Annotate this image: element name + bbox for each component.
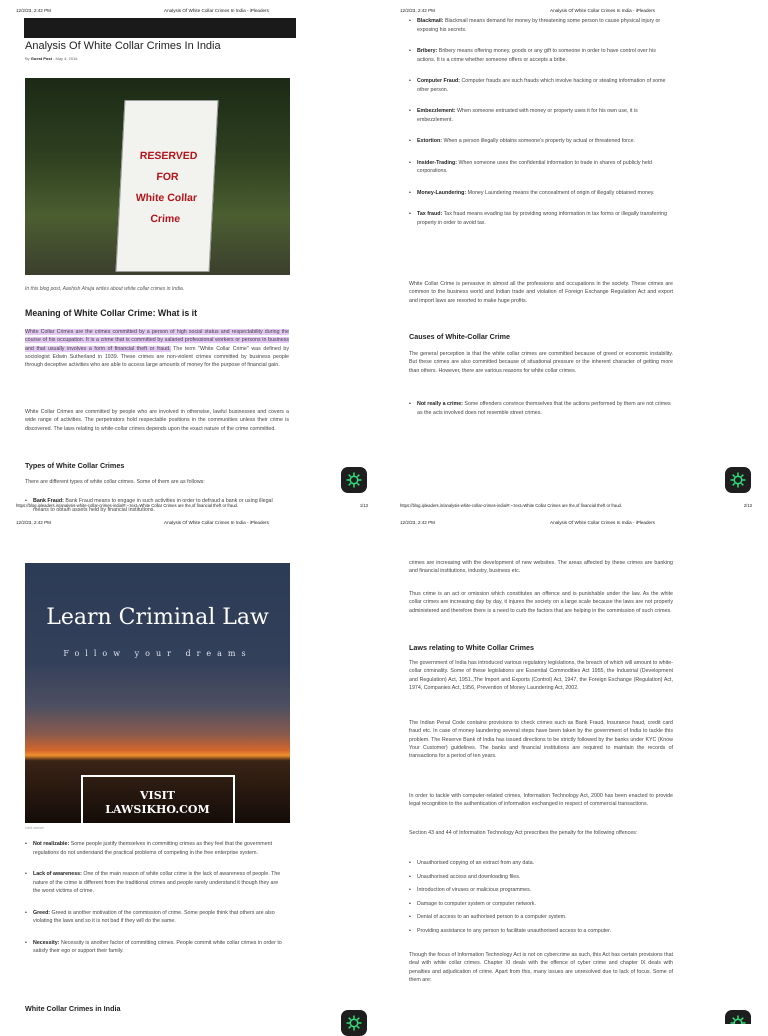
banner-subtitle: Follow your dreams: [63, 649, 252, 658]
paragraph-laws-3: In order to tackle with computer-related crimes, Information Technology Act, 2000 has been enacted to provide legal recognition to the authentication of information exchanged in respect of commercial transactions.: [409, 793, 673, 808]
paragraph-laws-2: The Indian Penal Code contains provisions to check crimes such as Bank Fraud, Insurance fraud, credit card fraud etc. In case of money laundering several steps have been taken by the government of India to tackle this problem. The Reserve Bank of India has issued directions to be strictly followed by the banks under KYC (Know Your Customer) guidelines. The banks and financial institutions are required to maintain the records of transactions for a period of ten years.: [409, 720, 673, 760]
paragraph-committed: White Collar Crimes are committed by people who are involved in otherwise, lawful businesses and covers a wide range of activities. The perpetrators hold respectable positions in the communities unless their crime is discovered. The laws relating to white-collar crimes depends upon the exact nature of the crime committed.: [25, 409, 289, 432]
banner-title: Learn Criminal Law: [46, 605, 269, 630]
list-item: • Unauthorised access and downloading files.: [409, 873, 673, 882]
bullet-list-types: [409, 17, 673, 227]
heading-types: Types of White Collar Crimes: [25, 461, 125, 470]
page-footer: [400, 503, 752, 508]
paragraph-thus: Thus crime is an act or omission which constitutes an offence and is punishable under the law. As the white collar crimes are increasing day by day, it injures the society on a large scale because the laws are not properly administered and therefore there is a need to curb the factors that are helping in the commission of such crimes.: [409, 591, 673, 614]
list-item: • Money-Laundering: Money Laundering means the concealment of origin of illegally obtained money.: [409, 189, 673, 198]
author-link[interactable]: Guest Post: [30, 56, 52, 61]
paragraph-increasing: crimes are increasing with the development of new websites. The areas affected by these crimes are banking and financial institutions, industry, business etc.: [409, 560, 673, 575]
list-item: • Introduction of viruses or malicious programmes.: [409, 886, 673, 895]
list-item: • Necessity: Necessity is another factor of committing crimes. People commit white collar crimes in order to satisfy their ego or support their family.: [25, 939, 283, 956]
list-item: • Providing assistance to any person to facilitate unauthorised access to a computer.: [409, 927, 673, 936]
sign-line: White Collar: [135, 192, 198, 204]
list-item: • Extortion: When a person illegally obtains someone's property by actual or threatened force.: [409, 137, 673, 146]
byline: [25, 56, 78, 61]
list-item: • Blackmail: Blackmail means demand for money by threatening some person to cause physical injury or exposing his secrets.: [409, 17, 673, 34]
paragraph-pervasive: White Collar Crime is pervasive in almost all the professions and occupations in the society. These crimes are common to the business world and Indian trade and violation of Foreign Exchange Regulation Act and export and import laws are resorted to make huge profits.: [409, 281, 673, 304]
print-date: 12/2/23, 2:42 PM: [16, 8, 51, 13]
page-number: 2/13: [743, 503, 752, 508]
print-title: Analysis Of White Collar Crimes In India - iPleaders: [550, 8, 655, 13]
byline-by: By: [25, 56, 30, 61]
list-item: • Computer Fraud: Computer frauds are such frauds which involve hacking or stealing information of some other person.: [409, 77, 673, 94]
heading-meaning: Meaning of White Collar Crime: What is it: [25, 308, 198, 318]
pdf-page-2: [384, 0, 768, 512]
list-item: • Not really a crime: Some offenders convince themselves that the actions performed by them are not crimes as the acts involved does not resemble street crimes.: [409, 400, 673, 417]
paragraph-causes: The general perception is that the white collar crimes are committed because of greed or economic instability. But these crimes are also committed because of situational pressure or the inherent character of getting more than others. However, there are various reasons for white collar crimes.: [409, 351, 673, 374]
list-item: • Not realizable: Some people justify themselves in committing crimes as they feel that the government regulations do not understand the practical problems of competing in the free enterprise system.: [25, 840, 283, 857]
print-date: 12/2/23, 2:42 PM: [400, 8, 435, 13]
list-item: • Bribery: Bribery means offering money, goods or any gift to someone in order to have control over his actions. It is a crime whether someone offers or accepts a bribe.: [409, 47, 673, 64]
paragraph-text: The term "White Collar Crime" was defined by sociologist Edwin Sutherland in 1939. These crimes are non-violent crimes committed by business people through deceptive activities who are able to access large amounts of money for the purpose of financial gain.: [25, 345, 289, 369]
list-item: • Denial of access to an authorised person to a computer system.: [409, 913, 673, 922]
heading-india: White Collar Crimes in India: [25, 1004, 121, 1013]
print-url[interactable]: https://blog.ipleaders.in/analysis-white-collar-crimes-india/#:~:text=White Collar Crimes are the,of financial theft or fraud.: [400, 503, 623, 508]
reserved-sign: [115, 100, 218, 272]
list-item: • Damage to computer system or computer network.: [409, 900, 673, 909]
paragraph-laws-5: Though the focus of Information Technology Act is not on cybercrime as such, this Act has certain provisions that deal with white collar crimes. Chapter XI deals with the offence of cyber crime and chapter IX deals with penalties and adjudication of crime. Apart from this, many issues are unresolved due to lack of focus. Some of them are:: [409, 952, 673, 983]
page-number: 1/13: [359, 503, 368, 508]
chat-widget-button[interactable]: [725, 1010, 751, 1024]
chat-widget-button[interactable]: [341, 1010, 367, 1036]
list-item: • Bank Fraud: Bank Fraud means to engage in such activities in order to defraud a bank or using illegal means to obtain assets held by financial institutions.: [25, 497, 283, 512]
banner-cta[interactable]: [25, 789, 290, 817]
heading-laws: Laws relating to White Collar Crimes: [409, 643, 535, 652]
bullet-list-causes: [25, 840, 283, 956]
gear-icon: [729, 1014, 747, 1024]
list-item: • Tax fraud: Tax fraud means evading tax by providing wrong information in tax forms or illegally transferring property in order to avoid tax.: [409, 210, 673, 227]
print-date: 12/2/23, 2:42 PM: [16, 520, 51, 525]
gear-icon: [345, 1014, 363, 1032]
print-title: Analysis Of White Collar Crimes In India - iPleaders: [164, 8, 269, 13]
pdf-page-1: [0, 0, 384, 512]
bullet-list-offences: [409, 859, 673, 935]
list-item: • Greed: Greed is another motivation of the commission of crime. Some people think that others are also violating the laws and so it is not bad if they will do the same.: [25, 909, 283, 926]
sign-line: Crime: [150, 213, 181, 225]
chat-widget-button[interactable]: [725, 467, 751, 493]
site-header-bar: [24, 18, 296, 38]
sign-line: RESERVED: [139, 150, 198, 162]
list-item: • Insider-Trading: When someone uses the confidential information to trade in shares of publicly held corporations.: [409, 159, 673, 176]
print-date: 12/2/23, 2:42 PM: [400, 520, 435, 525]
gear-icon: [729, 471, 747, 489]
list-item: • Unauthorised copying of an extract from any data.: [409, 859, 673, 868]
paragraph-meaning: [25, 328, 289, 369]
chat-widget-button[interactable]: [341, 467, 367, 493]
article-title: Analysis Of White Collar Crimes In India: [25, 40, 221, 52]
heading-causes: Causes of White-Collar Crime: [409, 332, 511, 341]
banner-visit: VISIT: [140, 789, 175, 802]
pdf-page-4: [384, 512, 768, 1024]
paragraph-types: There are different types of white collar crimes. Some of them are as follows:: [25, 479, 205, 485]
list-item: • Lack of awareness: One of the main reason of white collar crime is the lack of awareness of people. The nature of the crime is different from the traditional crimes and people rarely understand it though they are the worst victims of crime.: [25, 870, 283, 896]
sign-line: FOR: [156, 171, 179, 183]
featured-image: [25, 78, 290, 275]
print-title: Analysis Of White Collar Crimes In India - iPleaders: [550, 520, 655, 525]
bullet-list: [409, 400, 673, 417]
print-title: Analysis Of White Collar Crimes In India - iPleaders: [164, 520, 269, 525]
print-url[interactable]: https://blog.ipleaders.in/analysis-white-collar-crimes-india/#:~:text=White Collar Crimes are the,of financial theft or fraud.: [16, 503, 239, 508]
gear-icon: [345, 471, 363, 489]
post-date: - May 4, 2016: [53, 56, 78, 61]
highlighted-text: White Collar Crimes are the crimes committed by a person of high social status and respectability during the course of his occupation. It is a crime that is committed by salaried professional workers or persons in business and that usually involves a form of financial theft or fraud.: [25, 329, 289, 352]
image-caption: In this blog post, Aashish Ahuja writes about white collar crimes in India.: [25, 286, 185, 292]
paragraph-laws-1: The government of India has introduced various regulatory legislations, the breach of which will amount to white-collar criminality. Some of these legislations are Essential Commodities Act 1955, the Industrial (Development and Regulation) Act, 1951.,The Import and Exports (Control) Act, 1947, the Foreign Exchange (Regulation) Act, 1974, Companies Act, 1956, Prevention of Money Laundering Act, 2002.: [409, 660, 673, 691]
lawsikho-ad-banner[interactable]: [25, 563, 290, 823]
banner-site: LAWSIKHO.COM: [105, 803, 210, 816]
list-item: • Embezzlement: When someone entrusted with money or property uses it for his own use, it is embezzlement.: [409, 107, 673, 124]
paragraph-laws-4: Section 43 and 44 of Information Technology Act prescribes the penalty for the following offences:: [409, 830, 638, 836]
page-footer: [16, 503, 368, 508]
click-above-note: click above: [25, 826, 44, 830]
